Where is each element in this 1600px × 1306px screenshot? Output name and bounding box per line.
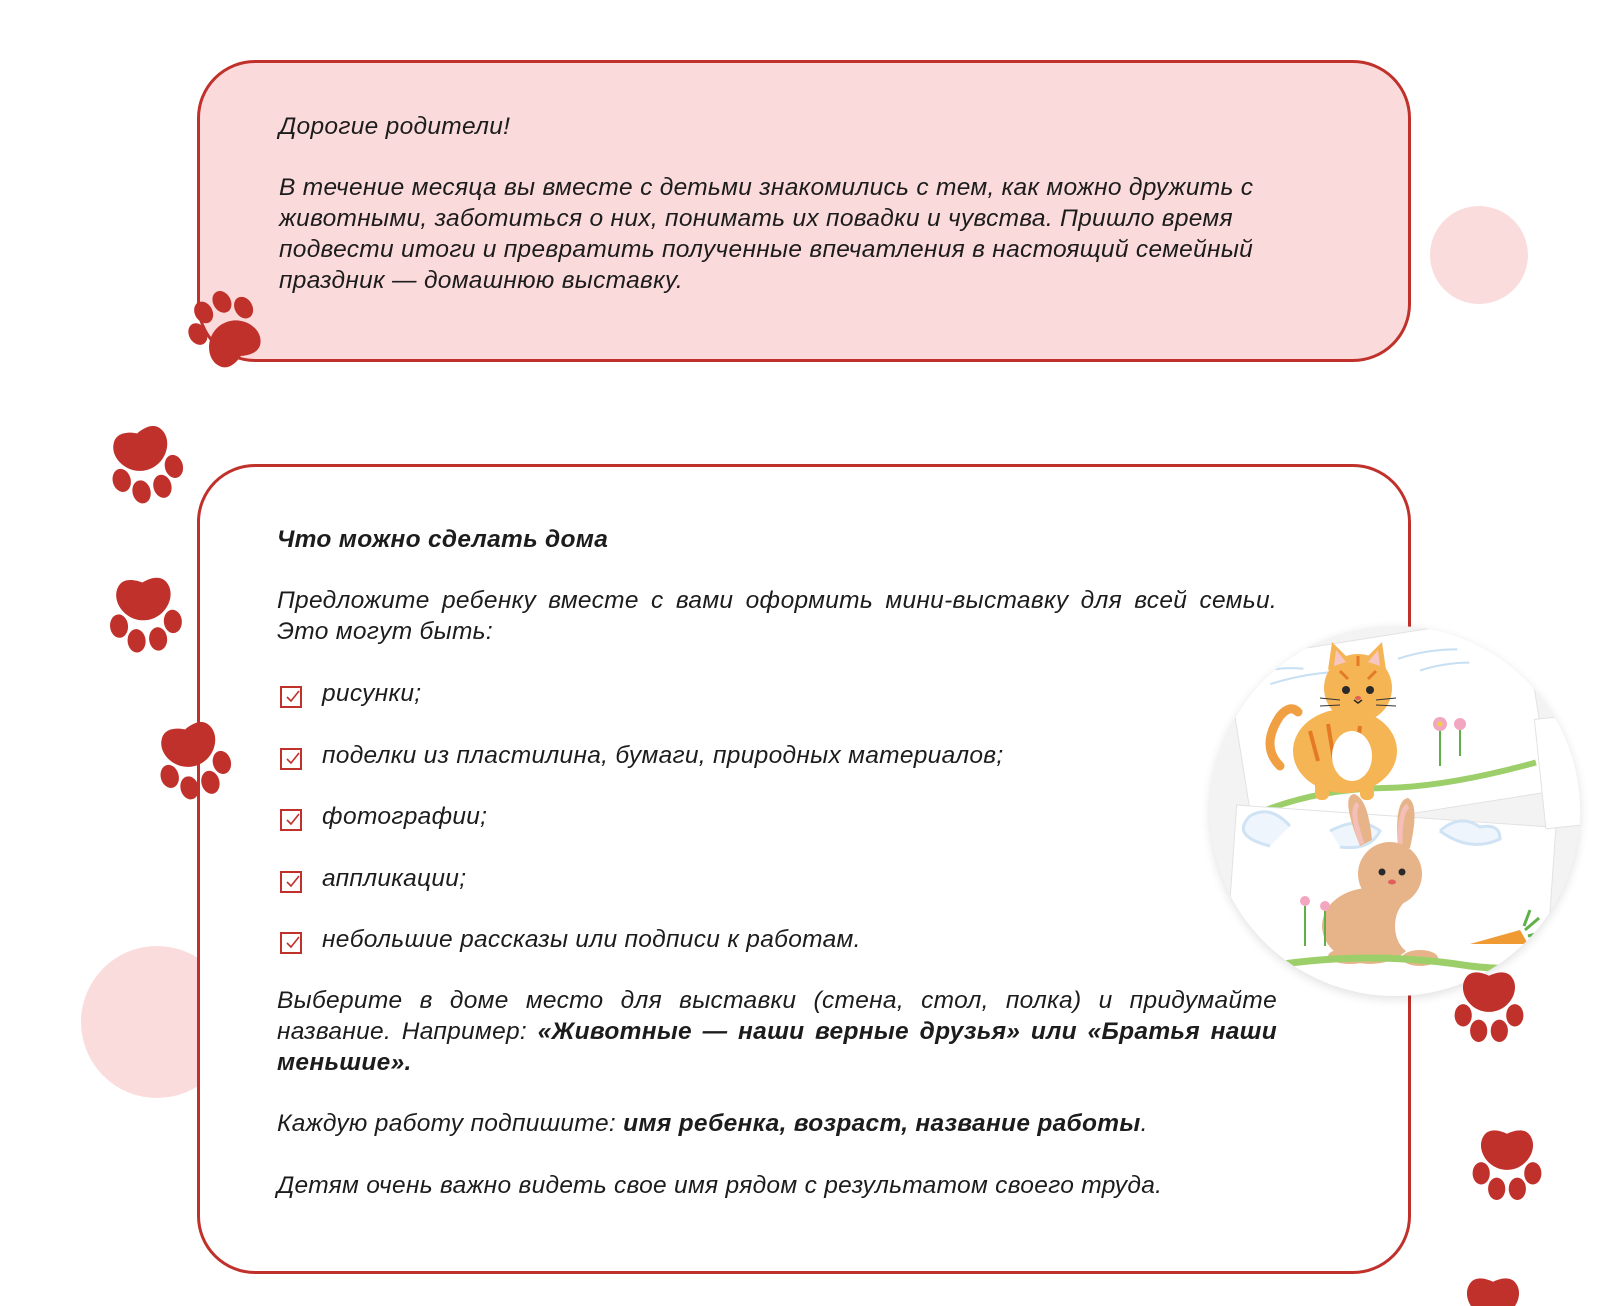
checkbox-icon <box>280 932 302 954</box>
section-heading: Что можно сделать дома <box>277 526 609 553</box>
paw-icon <box>1446 962 1532 1048</box>
list-item <box>280 924 1004 986</box>
drawings-illustration <box>1210 626 1580 996</box>
list-item-label: аппликации; <box>322 864 467 892</box>
list-item <box>280 740 1004 802</box>
list-item-label: фотографии; <box>322 803 488 830</box>
decorative-circle <box>1430 206 1528 304</box>
checkbox-icon <box>280 809 302 831</box>
paw-icon <box>148 714 238 804</box>
list-item-label: небольшие рассказы или подписи к работам. <box>322 926 861 953</box>
section-intro: Предложите ребенку вместе с вами оформить мини-выставку для всей семьи. Это могут быть: <box>277 587 1277 645</box>
list-item <box>280 801 1004 863</box>
list-item <box>280 863 1004 925</box>
greeting: Дорогие родители! <box>279 113 511 140</box>
exhibit-paragraph <box>277 985 1277 1078</box>
sign-paragraph <box>277 1108 1327 1139</box>
exhibit-text: Выберите в доме место для выставки (стена, стол, полка) и придумайте название. Например: <box>277 987 1277 1045</box>
list-item <box>280 678 1004 740</box>
list-item-label: поделки из пластилина, бумаги, природных материалов; <box>322 741 1004 769</box>
paw-icon <box>1450 1268 1536 1306</box>
checkbox-icon <box>280 686 302 708</box>
paw-icon <box>1464 1120 1550 1206</box>
list-item-label: рисунки; <box>322 680 422 707</box>
sign-bold: имя ребенка, возраст, название работы <box>623 1110 1141 1137</box>
note-paragraph: Детям очень важно видеть свое имя рядом с результатом своего труда. <box>277 1172 1163 1199</box>
checkbox-icon <box>280 871 302 893</box>
paw-icon <box>182 286 270 374</box>
exhibit-example: «Животные — наши верные друзья» или «Братья наши меньшие». <box>277 1018 1277 1076</box>
sign-text: Каждую работу подпишите: <box>277 1110 617 1137</box>
paw-icon <box>100 418 190 508</box>
sign-end: . <box>1140 1110 1148 1137</box>
intro-paragraph: В течение месяца вы вместе с детьми знакомились с тем, как можно дружить с животными, заботиться о них, понимать их повадки и чувства. Пришло время подвести итоги и превратить полученные впечатления в настоящий семейный праздник — домашнюю выставку. <box>279 174 1254 294</box>
paw-icon <box>100 568 190 658</box>
checkbox-icon <box>280 748 302 770</box>
exhibit-items-list <box>280 678 1004 986</box>
